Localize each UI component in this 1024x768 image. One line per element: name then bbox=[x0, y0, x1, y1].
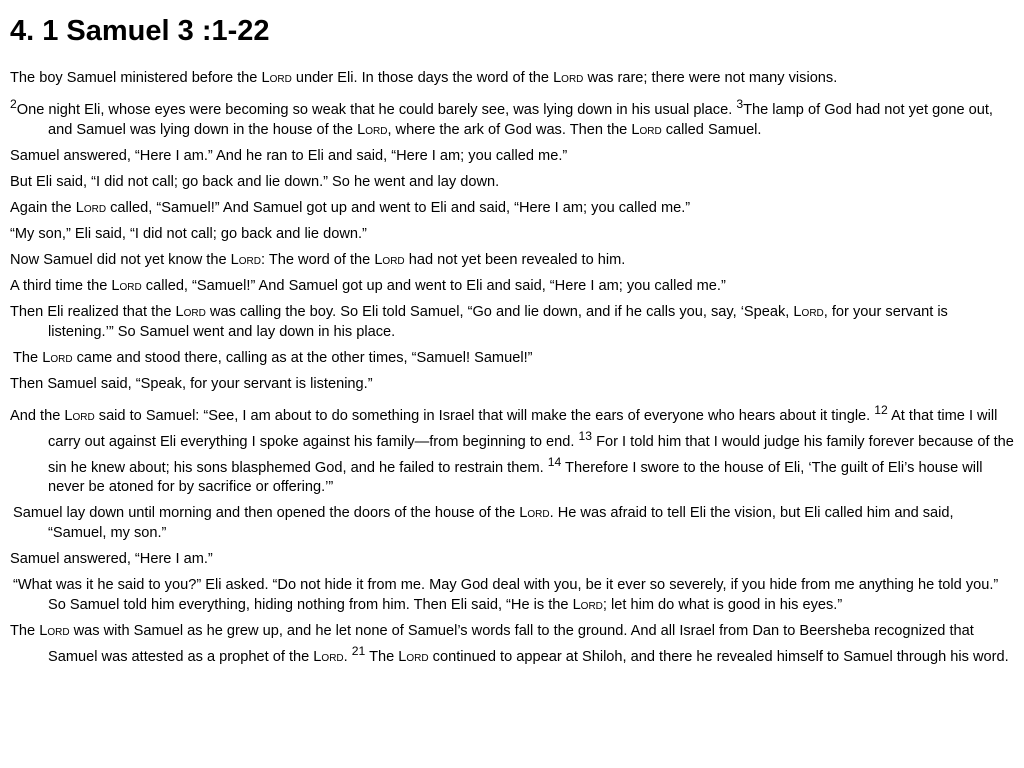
divine-name-small-caps: Lord bbox=[572, 597, 603, 614]
divine-name-small-caps: Lord bbox=[230, 251, 261, 268]
verse-text: , where the ark of God was. Then the bbox=[387, 121, 632, 138]
divine-name-small-caps: Lord bbox=[261, 70, 292, 86]
verse-text: Now Samuel did not yet know the bbox=[10, 251, 231, 268]
verse-text: Samuel answered, “Here I am.” bbox=[10, 551, 213, 568]
verse-paragraph bbox=[10, 348, 1014, 368]
verse-text: “What was it he said to you?” Eli asked. “Do not hide it from me. May God deal with you, be it ever so severely, if you hide from me anything he told you.” So Samuel told him everything, hiding nothing from him. Then Eli said, “He is the bbox=[13, 577, 999, 614]
verse-paragraph bbox=[10, 172, 1014, 192]
divine-name-small-caps: Lord bbox=[313, 649, 344, 666]
divine-name-small-caps: Lord bbox=[374, 251, 405, 268]
verse-text: The bbox=[10, 623, 40, 640]
verse-text: For I told him that I would judge his family forever because of the sin he knew about; his sons blasphemed God, and he failed to restrain them. bbox=[48, 433, 1014, 476]
verse-text: , for your servant is listening.’” So Samuel went and lay down in his place. bbox=[48, 303, 948, 340]
verse-number: 21 bbox=[351, 644, 366, 659]
verse-text: was calling the boy. So Eli told Samuel, “Go and lie down, and if he calls you, say, ‘Speak, bbox=[205, 303, 794, 320]
verse-paragraph bbox=[10, 250, 1014, 270]
verse-number: 12 bbox=[874, 402, 888, 417]
divine-name-small-caps: Lord bbox=[357, 121, 388, 138]
slide-title: 4. 1 Samuel 3 :1-22 bbox=[10, 15, 270, 47]
verse-paragraph bbox=[10, 503, 1014, 543]
verse-paragraph bbox=[10, 224, 1014, 244]
verse-text: ; let him do what is good in his eyes.” bbox=[602, 597, 843, 614]
divine-name-small-caps: Lord bbox=[75, 199, 107, 216]
verse-text: The bbox=[365, 649, 399, 666]
verse-paragraph bbox=[10, 549, 1014, 569]
divine-name-small-caps: Lord bbox=[631, 121, 662, 138]
verse-text: One night Eli, whose eyes were becoming so weak that he could barely see, was lying down in his usual place. bbox=[16, 101, 737, 118]
verse-number: 14 bbox=[547, 454, 562, 469]
divine-name-small-caps: Lord bbox=[398, 649, 429, 666]
verse-paragraph bbox=[10, 198, 1014, 218]
verse-text: Again the bbox=[10, 199, 76, 216]
verse-text: Samuel lay down until morning and then opened the doors of the house of the bbox=[13, 505, 520, 522]
verse-text: Then Samuel said, “Speak, for your servant is listening.” bbox=[10, 375, 373, 392]
verse-text: called Samuel. bbox=[661, 121, 762, 138]
verse-number: 2 bbox=[10, 97, 17, 111]
verse-text: The bbox=[13, 349, 43, 366]
verse-text: Samuel answered, “Here I am.” And he ran to Eli and said, “Here I am; you called me.” bbox=[10, 147, 568, 164]
verse-text: . bbox=[343, 649, 352, 666]
verse-number: 3 bbox=[736, 97, 744, 111]
divine-name-small-caps: Lord bbox=[111, 277, 142, 294]
divine-name-small-caps: Lord bbox=[175, 303, 206, 320]
verse-text: A third time the bbox=[10, 277, 112, 294]
verse-paragraph bbox=[10, 302, 1014, 342]
scripture-text-body bbox=[10, 68, 1014, 667]
verse-paragraph bbox=[10, 146, 1014, 166]
verse-text: “My son,” Eli said, “I did not call; go back and lie down.” bbox=[10, 225, 367, 242]
verse-text: was rare; there were not many visions. bbox=[583, 70, 838, 86]
divine-name-small-caps: Lord bbox=[519, 505, 550, 522]
verse-paragraph bbox=[10, 374, 1014, 394]
verse-text: At that time I will carry out against Eli everything I spoke against his family—from beginning to end. bbox=[48, 407, 998, 450]
verse-text: The lamp of God had not yet gone out, and Samuel was lying down in the house of the bbox=[48, 101, 993, 138]
verse-number: 13 bbox=[578, 428, 593, 443]
verse-paragraph bbox=[10, 575, 1014, 615]
verse-text: . He was afraid to tell Eli the vision, but Eli called him and said, “Samuel, my son.” bbox=[48, 505, 954, 542]
divine-name-small-caps: Lord bbox=[42, 349, 73, 366]
verse-text: under Eli. In those days the word of the bbox=[291, 70, 554, 86]
verse-text: said to Samuel: “See, I am about to do something in Israel that will make the ears of everyone who hears about it tingle. bbox=[94, 407, 875, 424]
verse-paragraph bbox=[10, 621, 1014, 667]
verse-text: The boy Samuel ministered before the bbox=[10, 70, 262, 86]
verse-paragraph bbox=[10, 276, 1014, 296]
verse-text: had not yet been revealed to him. bbox=[404, 251, 626, 268]
verse-text: continued to appear at Shiloh, and there he revealed himself to Samuel through his word. bbox=[428, 649, 1009, 666]
verse-text: Therefore I swore to the house of Eli, ‘The guilt of Eli’s house will never be atoned for by sacrifice or offering.’” bbox=[48, 459, 983, 496]
verse-text: called, “Samuel!” And Samuel got up and went to Eli and said, “Here I am; you called me.” bbox=[106, 199, 691, 216]
divine-name-small-caps: Lord bbox=[553, 70, 584, 86]
verse-text: Then Eli realized that the bbox=[10, 303, 176, 320]
verse-paragraph bbox=[10, 68, 1014, 88]
verse-text: : The word of the bbox=[261, 251, 375, 268]
verse-text: came and stood there, calling as at the other times, “Samuel! Samuel!” bbox=[72, 349, 533, 366]
verse-paragraph bbox=[10, 94, 1014, 140]
verse-text: But Eli said, “I did not call; go back and lie down.” So he went and lay down. bbox=[10, 173, 500, 190]
divine-name-small-caps: Lord bbox=[39, 623, 70, 640]
verse-paragraph bbox=[10, 400, 1014, 498]
verse-text: called, “Samuel!” And Samuel got up and went to Eli and said, “Here I am; you called me.” bbox=[141, 277, 726, 294]
divine-name-small-caps: Lord bbox=[793, 303, 824, 320]
verse-text: was with Samuel as he grew up, and he let none of Samuel’s words fall to the ground. And all Israel from Dan to Beersheba recognized that Samuel was attested as a prophet of the bbox=[48, 623, 974, 666]
divine-name-small-caps: Lord bbox=[64, 407, 95, 424]
verse-text: And the bbox=[10, 407, 65, 424]
